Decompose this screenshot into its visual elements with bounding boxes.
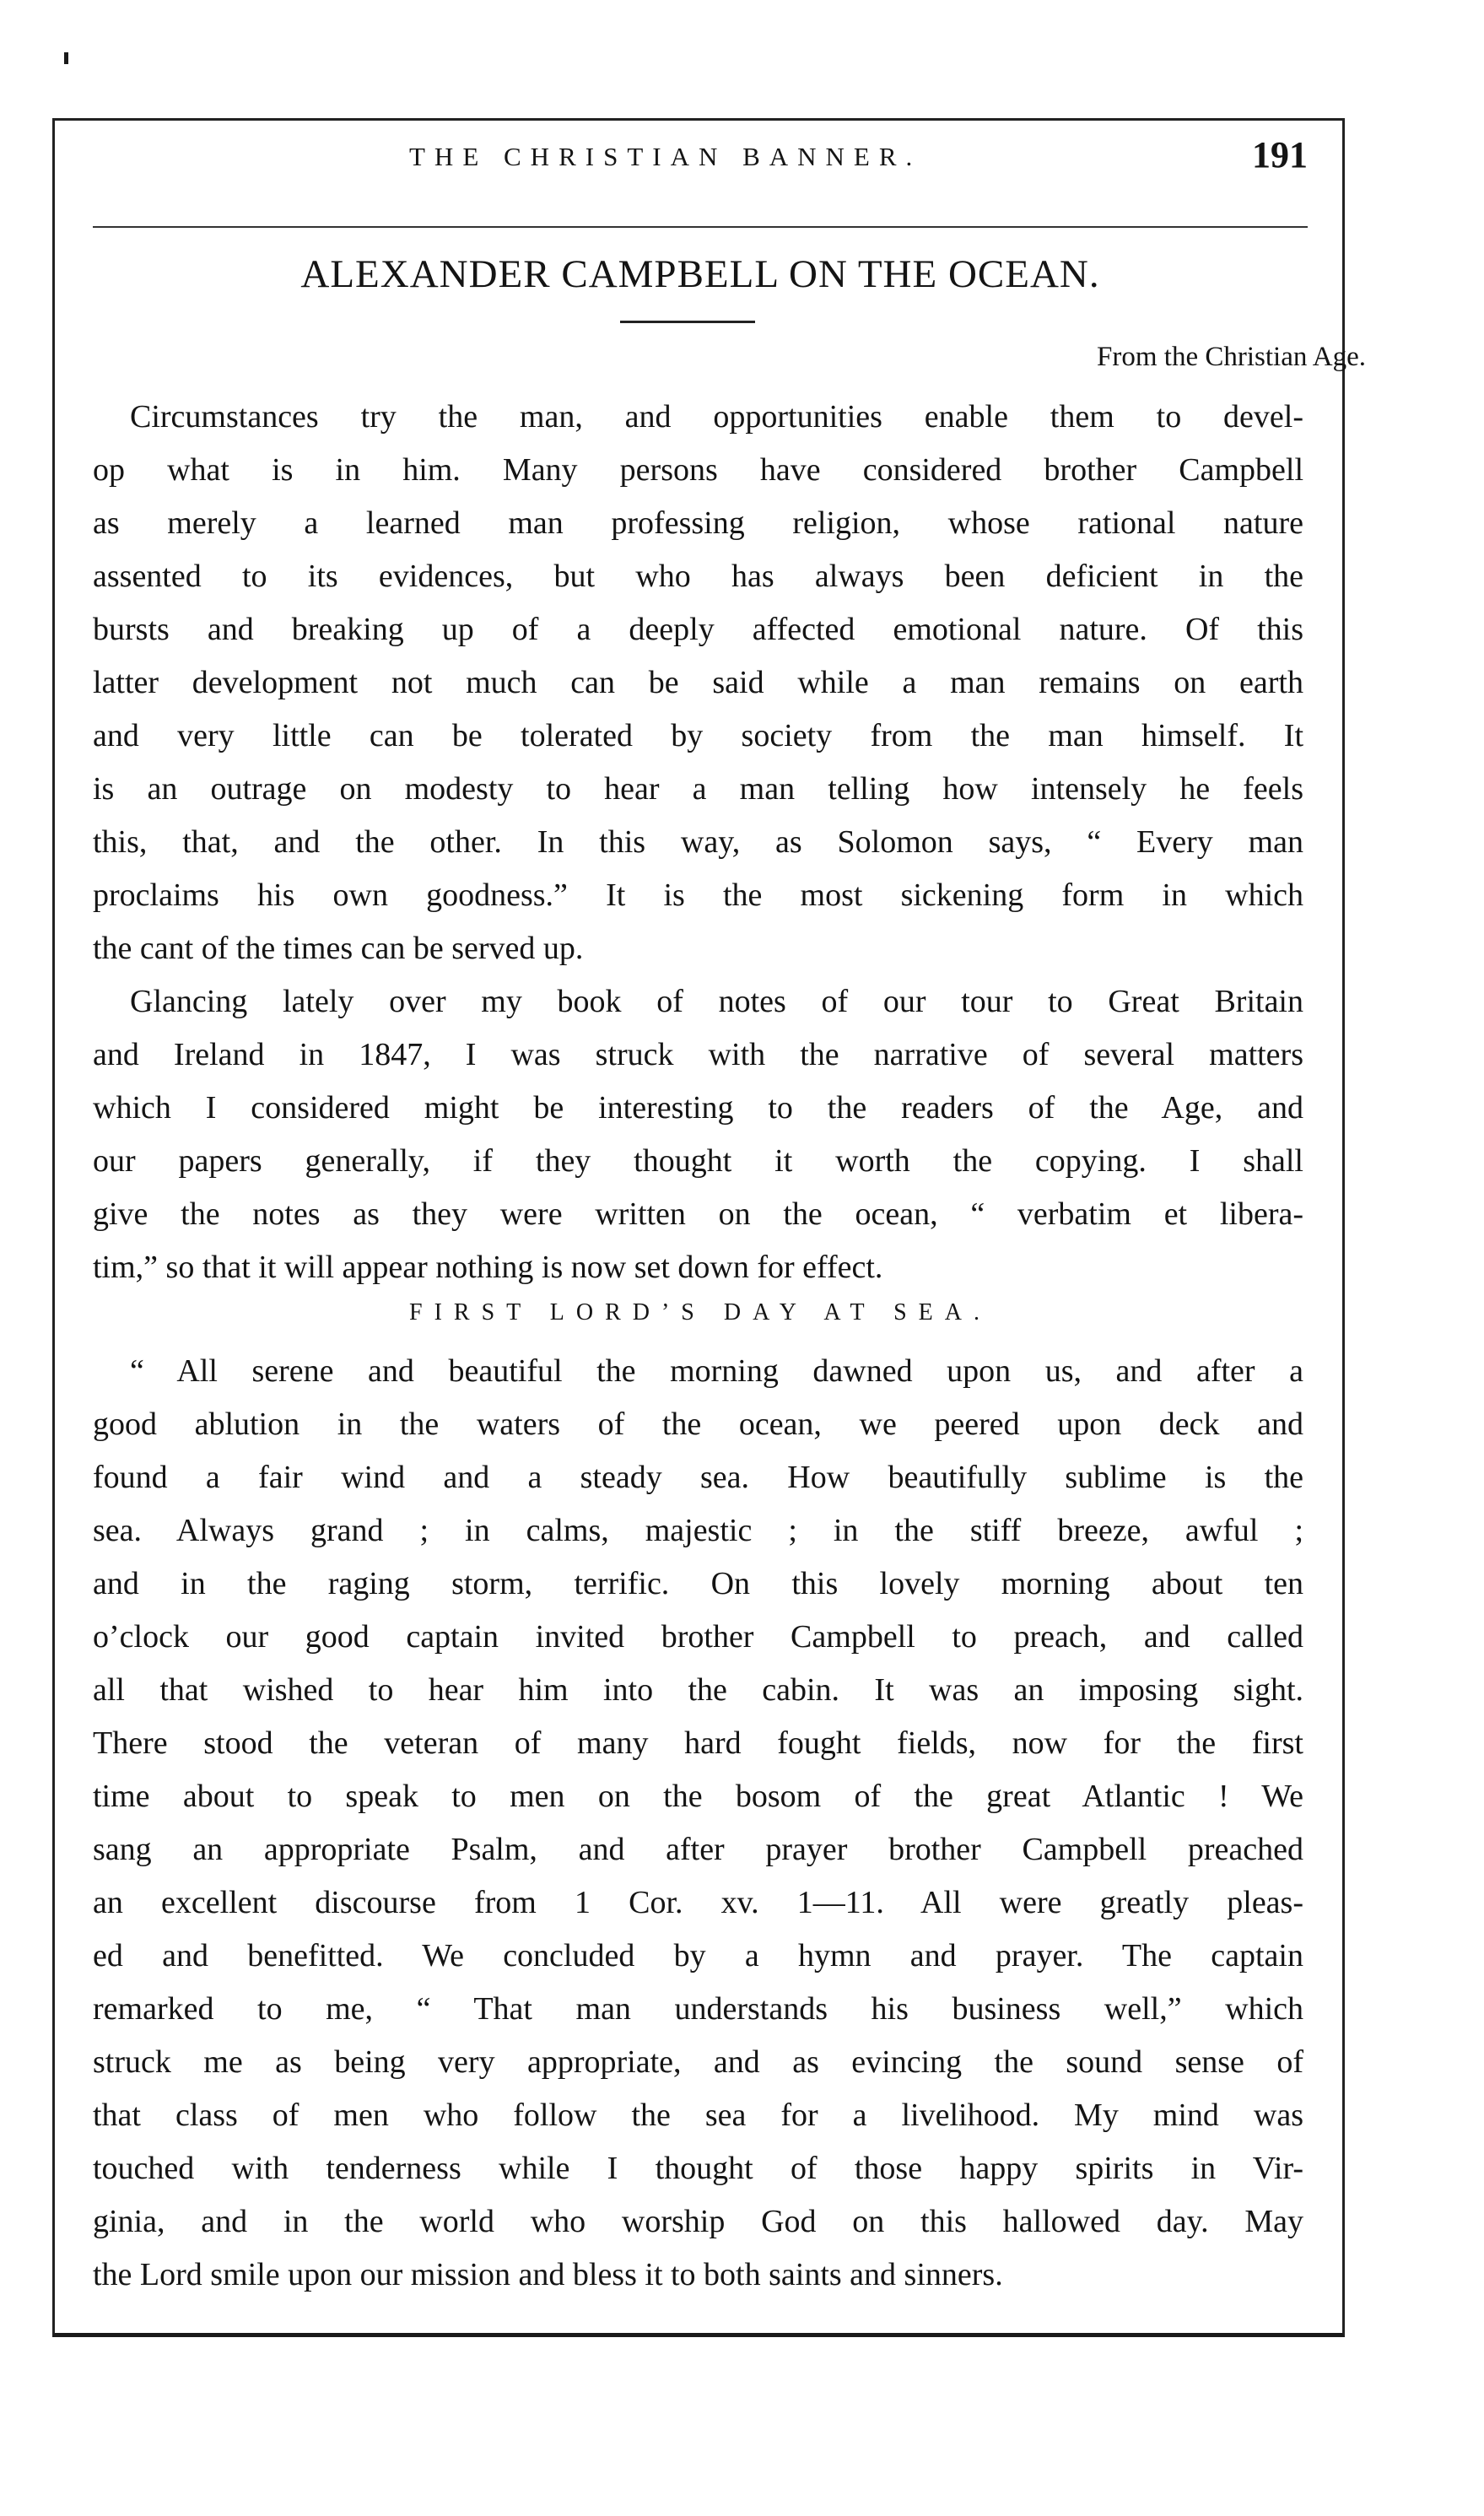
text-line: all that wished to hear him into the cabin. It was an imposing sight. [93,1672,1303,1708]
text-line: proclaims his own goodness.” It is the most sickening form in which [93,877,1303,913]
title-rule [620,321,755,323]
text-line: remarked to me, “ That man understands his business well,” which [93,1991,1303,2027]
text-line: and very little can be tolerated by society from the man himself. It [93,718,1303,753]
text-line: time about to speak to men on the bosom of the great Atlantic ! We [93,1779,1303,1814]
text-line: op what is in him. Many persons have considered brother Campbell [93,452,1303,488]
text-line: o’clock our good captain invited brother Campbell to preach, and called [93,1619,1303,1655]
section-paragraph [93,1345,1303,2302]
text-line: Circumstances try the man, and opportunities enable them to devel- [130,399,1303,435]
text-line: latter development not much can be said while a man remains on earth [93,665,1303,700]
section-heading: FIRST LORD’S DAY AT SEA. [409,1299,991,1325]
text-line: sang an appropriate Psalm, and after prayer brother Campbell preached [93,1832,1303,1867]
text-line: give the notes as they were written on the ocean, “ verbatim et libera- [93,1196,1303,1232]
text-line: good ablution in the waters of the ocean, we peered upon deck and [93,1406,1303,1442]
text-line: an excellent discourse from 1 Cor. xv. 1—11. All were greatly pleas- [93,1885,1303,1920]
text-line: the Lord smile upon our mission and bless it to both saints and sinners. [93,2257,1003,2292]
text-line: struck me as being very appropriate, and as evincing the sound sense of [93,2044,1303,2080]
text-line: assented to its evidences, but who has always been deficient in the [93,559,1303,594]
text-line: as merely a learned man professing religion, whose rational nature [93,505,1303,541]
text-line: and in the raging storm, terrific. On this lovely morning about ten [93,1566,1303,1601]
header-rule [93,226,1308,228]
page-number: 191 [1252,134,1308,175]
paragraph-1 [93,391,1303,975]
text-line: which I considered might be interesting to the readers of the Age, and [93,1090,1303,1126]
text-line: bursts and breaking up of a deeply affected emotional nature. Of this [93,612,1303,647]
text-line: is an outrage on modesty to hear a man telling how intensely he feels [93,771,1303,807]
text-line: “ All serene and beautiful the morning dawned upon us, and after a [130,1353,1303,1389]
running-head-title: THE CHRISTIAN BANNER. [409,142,922,171]
text-line: and Ireland in 1847, I was struck with the narrative of several matters [93,1037,1303,1072]
running-header [93,134,1308,192]
text-line: Glancing lately over my book of notes of our tour to Great Britain [130,984,1303,1019]
text-line: sea. Always grand ; in calms, majestic ; in the stiff breeze, awful ; [93,1513,1303,1548]
text-line: touched with tenderness while I thought of those happy spirits in Vir- [93,2151,1303,2186]
paragraph-2 [93,975,1303,1294]
source-attribution: From the Christian Age. [1097,342,1366,372]
margin-mark [64,52,68,64]
text-line: tim,” so that it will appear nothing is now set down for effect. [93,1250,883,1285]
text-line: the cant of the times can be served up. [93,931,584,966]
text-line: ginia, and in the world who worship God on this hallowed day. May [93,2204,1303,2239]
text-line: that class of men who follow the sea for a livelihood. My mind was [93,2098,1303,2133]
article-title: ALEXANDER CAMPBELL ON THE OCEAN. [300,252,1100,296]
text-line: found a fair wind and a steady sea. How beautifully sublime is the [93,1460,1303,1495]
text-line: our papers generally, if they thought it worth the copying. I shall [93,1143,1303,1179]
text-line: There stood the veteran of many hard fought fields, now for the first [93,1725,1303,1761]
text-line: this, that, and the other. In this way, as Solomon says, “ Every man [93,824,1303,860]
text-line: ed and benefitted. We concluded by a hymn and prayer. The captain [93,1938,1303,1973]
